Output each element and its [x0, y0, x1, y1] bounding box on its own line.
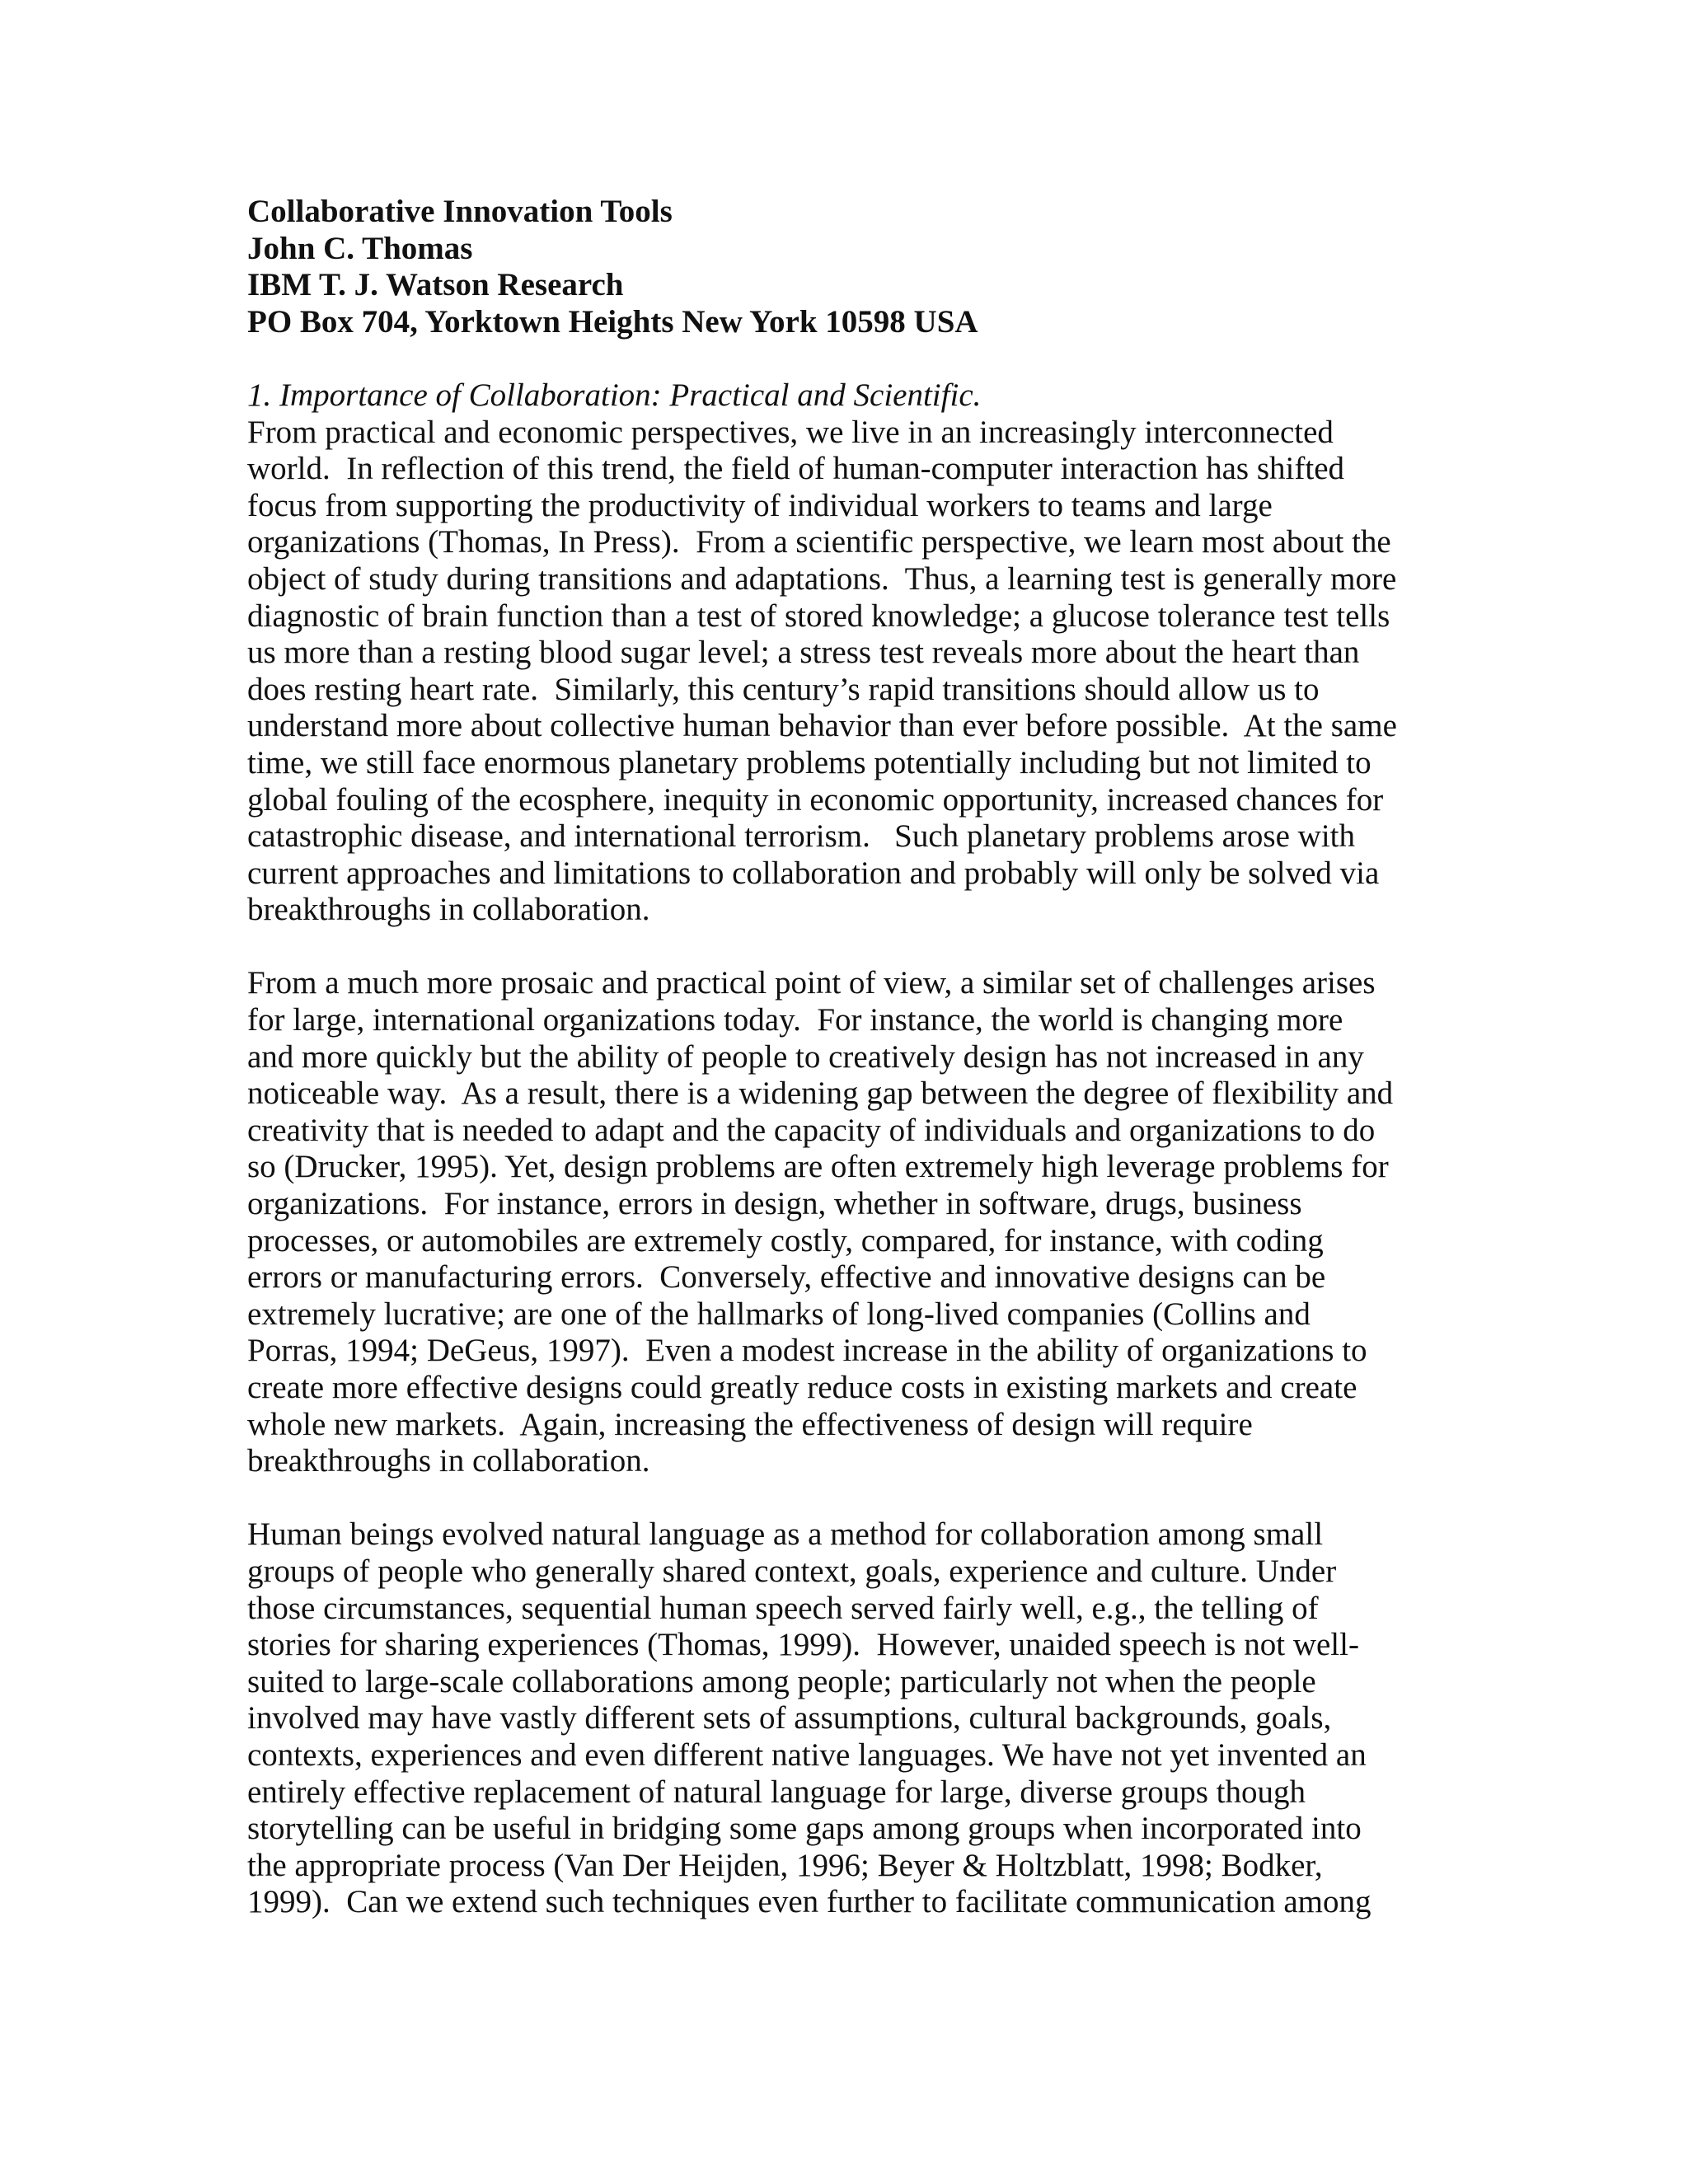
paragraph-spacer — [247, 1480, 1442, 1517]
paragraph-line: understand more about collective human behavior than ever before possible. At the same — [247, 708, 1397, 744]
author-address: PO Box 704, Yorktown Heights New York 10598 USA — [247, 303, 978, 340]
paragraph-line: stories for sharing experiences (Thomas, 1999). However, unaided speech is not well- — [247, 1627, 1359, 1663]
paragraph-line: organizations. For instance, errors in design, whether in software, drugs, business — [247, 1186, 1302, 1222]
paragraph-line: groups of people who generally shared context, goals, experience and culture. Under — [247, 1553, 1337, 1589]
section-paragraphs — [247, 415, 1442, 1921]
paragraph-line: whole new markets. Again, increasing the effectiveness of design will require — [247, 1406, 1253, 1442]
paragraph-line: processes, or automobiles are extremely costly, compared, for instance, with coding — [247, 1222, 1324, 1258]
paper-header — [247, 194, 1442, 340]
paragraph-line: From a much more prosaic and practical point of view, a similar set of challenges arises — [247, 965, 1376, 1001]
paragraph-line: those circumstances, sequential human speech served fairly well, e.g., the telling of — [247, 1590, 1319, 1626]
header-spacer — [247, 340, 1442, 377]
paragraph-line: Porras, 1994; DeGeus, 1997). Even a modest increase in the ability of organizations to — [247, 1333, 1367, 1369]
paragraph-spacer — [247, 929, 1442, 966]
paragraph-line: From practical and economic perspectives, we live in an increasingly interconnected — [247, 414, 1334, 450]
paragraph-line: current approaches and limitations to collaboration and probably will only be solved via — [247, 855, 1380, 891]
paragraph-line: time, we still face enormous planetary problems potentially including but not limited to — [247, 744, 1372, 780]
paragraph-line: noticeable way. As a result, there is a widening gap between the degree of flexibility and — [247, 1076, 1394, 1112]
body-paragraph — [247, 1516, 1442, 1921]
paragraph-line: create more effective designs could greatly reduce costs in existing markets and create — [247, 1370, 1357, 1405]
paragraph-line: global fouling of the ecosphere, inequity in economic opportunity, increased chances for — [247, 781, 1384, 818]
paragraph-line: so (Drucker, 1995). Yet, design problems are often extremely high leverage problems for — [247, 1149, 1389, 1185]
paragraph-line: diagnostic of brain function than a test of stored knowledge; a glucose tolerance test tells — [247, 598, 1390, 634]
paragraph-line: organizations (Thomas, In Press). From a scientific perspective, we learn most about the — [247, 524, 1391, 560]
paragraph-line: entirely effective replacement of natural language for large, diverse groups though — [247, 1774, 1306, 1810]
paragraph-line: creativity that is needed to adapt and the capacity of individuals and organizations to do — [247, 1112, 1376, 1148]
paragraph-line: focus from supporting the productivity of individual workers to teams and large — [247, 487, 1273, 523]
paragraph-line: suited to large-scale collaborations among people; particularly not when the people — [247, 1663, 1316, 1699]
section-heading: 1. Importance of Collaboration: Practical and Scientific. — [247, 377, 982, 413]
body-paragraph — [247, 415, 1442, 929]
paragraph-line: storytelling can be useful in bridging some gaps among groups when incorporated into — [247, 1811, 1362, 1847]
author-affiliation: IBM T. J. Watson Research — [247, 267, 624, 303]
paragraph-line: the appropriate process (Van Der Heijden, 1996; Beyer & Holtzblatt, 1998; Bodker, — [247, 1847, 1323, 1883]
paragraph-line: breakthroughs in collaboration. — [247, 1443, 650, 1479]
paragraph-line: errors or manufacturing errors. Conversely, effective and innovative designs can be — [247, 1259, 1326, 1296]
author-name: John C. Thomas — [247, 230, 473, 266]
paragraph-line: us more than a resting blood sugar level; a stress test reveals more about the heart than — [247, 635, 1360, 671]
paragraph-line: object of study during transitions and adaptations. Thus, a learning test is generally more — [247, 560, 1397, 597]
paragraph-line: Human beings evolved natural language as a method for collaboration among small — [247, 1516, 1324, 1553]
paper-title: Collaborative Innovation Tools — [247, 194, 673, 229]
paragraph-line: involved may have vastly different sets of assumptions, cultural backgrounds, goals, — [247, 1700, 1332, 1736]
paragraph-line: for large, international organizations today. For instance, the world is changing more — [247, 1002, 1343, 1038]
paragraph-line: 1999). Can we extend such techniques even further to facilitate communication among — [247, 1884, 1372, 1920]
paragraph-line: breakthroughs in collaboration. — [247, 892, 650, 928]
paragraph-line: extremely lucrative; are one of the hallmarks of long-lived companies (Collins and — [247, 1296, 1311, 1332]
paragraph-line: and more quickly but the ability of people to creatively design has not increased in any — [247, 1038, 1364, 1075]
paragraph-line: world. In reflection of this trend, the field of human-computer interaction has shifted — [247, 451, 1345, 487]
paragraph-line: catastrophic disease, and international terrorism. Such planetary problems arose with — [247, 818, 1355, 855]
body-paragraph — [247, 965, 1442, 1479]
paragraph-line: contexts, experiences and even different native languages. We have not yet invented an — [247, 1736, 1367, 1773]
paragraph-line: does resting heart rate. Similarly, this century’s rapid transitions should allow us to — [247, 671, 1320, 707]
document-body — [247, 194, 1442, 1921]
